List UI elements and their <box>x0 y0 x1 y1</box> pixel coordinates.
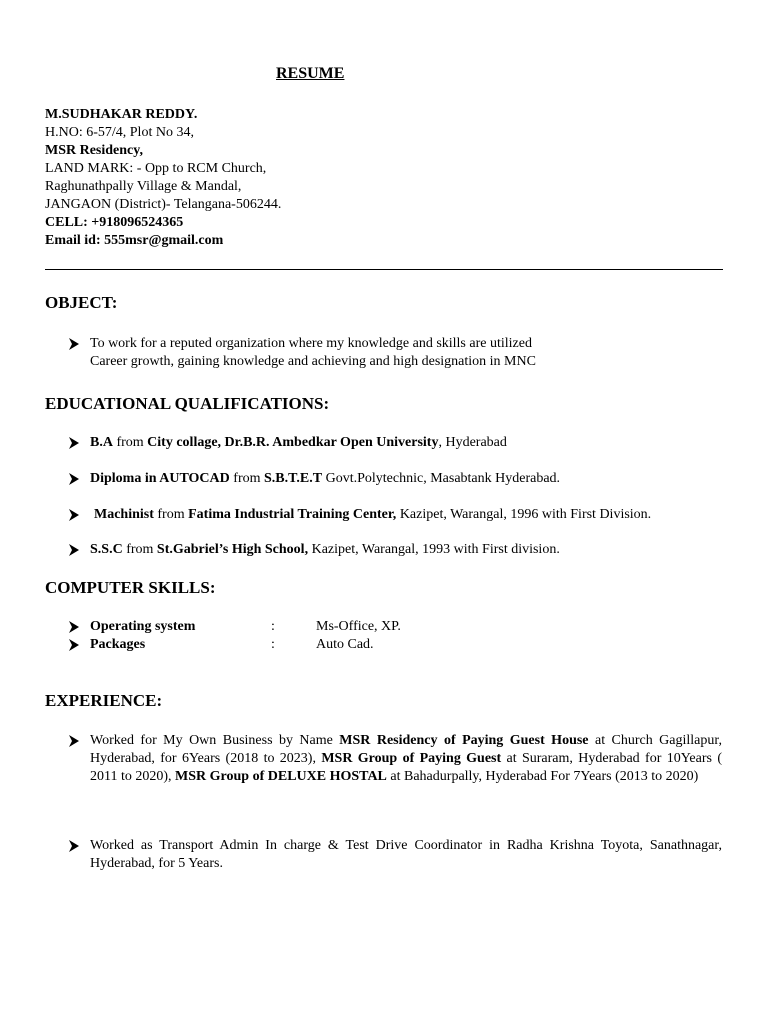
district: JANGAON (District)- Telangana-506244. <box>45 197 282 212</box>
skill-separator: : <box>271 619 275 634</box>
arrow-bullet-icon <box>67 638 81 652</box>
landmark: LAND MARK: - Opp to RCM Church, <box>45 161 267 176</box>
arrow-bullet-icon <box>67 839 81 853</box>
experience-item-2: Worked as Transport Admin In charge & Test Drive Coordinator in Radha Krishna Toyota, Sanathnagar, Hyderabad, for 5 Years. <box>90 838 722 871</box>
candidate-name: M.SUDHAKAR REDDY. <box>45 107 198 122</box>
cell-number: CELL: +918096524365 <box>45 215 184 230</box>
education-item: S.S.C from St.Gabriel’s High School, Kazipet, Warangal, 1993 with First division. <box>90 542 560 557</box>
arrow-bullet-icon <box>67 620 81 634</box>
arrow-bullet-icon <box>67 472 81 486</box>
skill-label: Packages <box>90 637 146 652</box>
contact-block <box>45 106 281 250</box>
experience-heading: EXPERIENCE: <box>45 691 163 710</box>
residency-name: MSR Residency, <box>45 143 143 158</box>
skill-value: Auto Cad. <box>316 637 374 652</box>
education-item: B.A from City collage, Dr.B.R. Ambedkar Open University, Hyderabad <box>90 435 507 450</box>
arrow-bullet-icon <box>67 734 81 748</box>
arrow-bullet-icon <box>67 508 81 522</box>
education-item: Machinist from Fatima Industrial Training Center, Kazipet, Warangal, 1996 with First Division. <box>94 507 652 522</box>
skill-separator: : <box>271 637 275 652</box>
skill-label: Operating system <box>90 619 196 634</box>
email-address: Email id: 555msr@gmail.com <box>45 233 224 248</box>
arrow-bullet-icon <box>67 543 81 557</box>
village: Raghunathpally Village & Mandal, <box>45 179 242 194</box>
resume-title: RESUME <box>276 65 345 82</box>
house-number: H.NO: 6-57/4, Plot No 34, <box>45 125 194 140</box>
horizontal-divider <box>45 269 723 270</box>
object-heading: OBJECT: <box>45 293 118 312</box>
education-item: Diploma in AUTOCAD from S.B.T.E.T Govt.Polytechnic, Masabtank Hyderabad. <box>90 471 561 486</box>
arrow-bullet-icon <box>67 337 81 351</box>
object-line-2: Career growth, gaining knowledge and achieving and high designation in MNC <box>90 354 536 369</box>
experience-item-1: Worked for My Own Business by Name MSR Residency of Paying Guest House at Church Gagillapur, Hyderabad, for 6Years (2018 to 2023), MSR Group of Paying Guest at Suraram, Hyderabad for 10Years ( 2011 to 2020), MSR Group of DELUXE HOSTAL at Bahadurpally, Hyderabad For 7Years (2013 to 2020) <box>90 733 722 784</box>
arrow-bullet-icon <box>67 436 81 450</box>
skill-value: Ms-Office, XP. <box>316 619 401 634</box>
education-heading: EDUCATIONAL QUALIFICATIONS: <box>45 394 330 413</box>
object-line-1: To work for a reputed organization where my knowledge and skills are utilized <box>90 336 532 351</box>
computer-skills-heading: COMPUTER SKILLS: <box>45 578 216 597</box>
